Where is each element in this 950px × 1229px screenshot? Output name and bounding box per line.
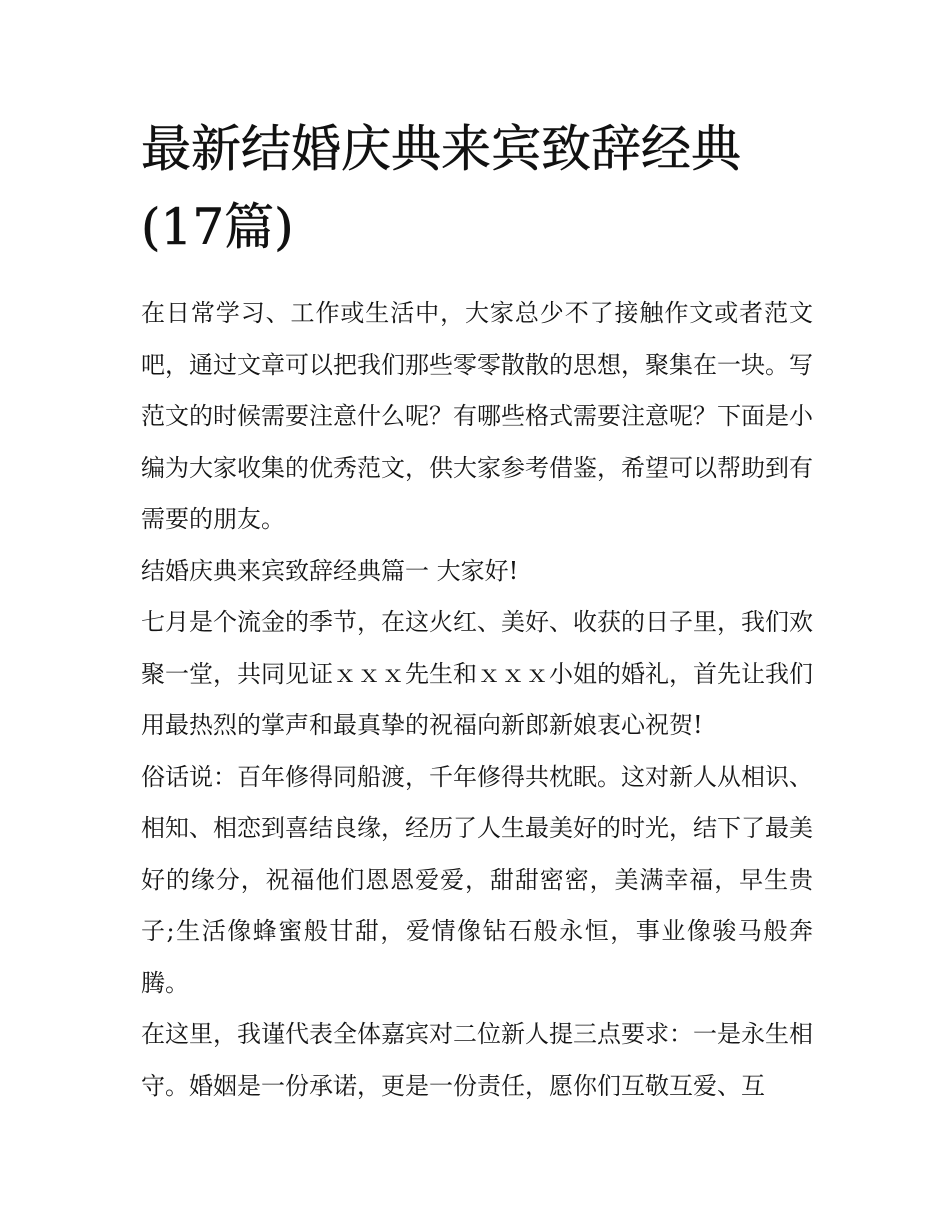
paragraph-requests: 在这里，我谨代表全体嘉宾对二位新人提三点要求：一是永生相守。婚姻是一份承诺，更是一份责任，愿你们互敬互爱、互: [141, 1020, 813, 1100]
document-title: 最新结婚庆典来宾致辞经典(17篇): [141, 120, 741, 256]
paragraph-blessing: 俗话说：百年修得同船渡，千年修得共枕眠。这对新人从相识、相知、相恋到喜结良缘，经历了人生最美好的时光，结下了最美好的缘分，祝福他们恩恩爱爱，甜甜密密，美满幸福，早生贵子;生活像蜂蜜般甘甜，爱情像钻石般永恒，事业像骏马般奔腾。: [141, 762, 813, 997]
paragraph-intro: 在日常学习、工作或生活中，大家总少不了接触作文或者范文吧，通过文章可以把我们那些零零散散的思想，聚集在一块。写范文的时候需要注意什么呢？有哪些格式需要注意呢？下面是小编为大家收集的优秀范文，供大家参考借鉴，希望可以帮助到有需要的朋友。: [141, 299, 813, 533]
paragraph-section-heading: 结婚庆典来宾致辞经典篇一 大家好!: [141, 556, 519, 585]
document-body: [141, 288, 813, 1112]
paragraph-greeting: 七月是个流金的季节，在这火红、美好、收获的日子里，我们欢聚一堂，共同见证ｘｘｘ先生和ｘｘｘ小姐的婚礼，首先让我们用最热烈的掌声和最真挚的祝福向新郎新娘衷心祝贺!: [141, 608, 813, 739]
document-page: [141, 110, 813, 1112]
